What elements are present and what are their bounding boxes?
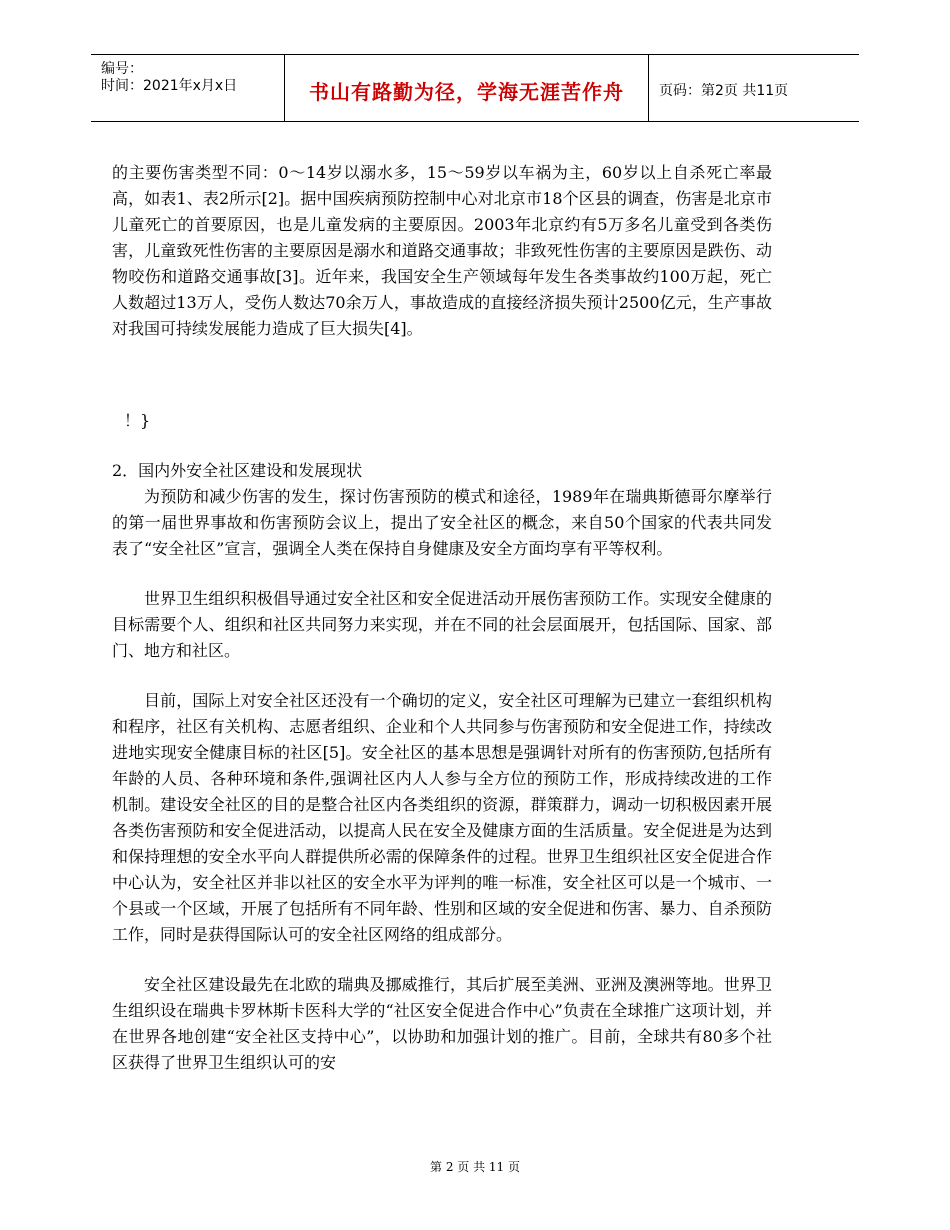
paragraph-definition: 目前，国际上对安全社区还没有一个确切的定义，安全社区可理解为已建立一套组织机构和程序，社区有关机构、志愿者组织、企业和个人共同参与伤害预防和安全促进工作，持续改进地实现安全健康目标的社区[5]。安全社区的基本思想是强调针对所有的伤害预防,包括所有年龄的人员、各种环境和条件,强调社区内人人参与全方位的预防工作，形成持续改进的工作机制。建设安全社区的目的是整合社区内各类组织的资源，群策群力，调动一切积极因素开展各类伤害预防和安全促进活动，以提高人民在安全及健康方面的生活质量。安全促进是为达到和保持理想的安全水平向人群提供所必需的保障条件的过程。世界卫生组织社区安全促进合作中心认为，安全社区并非以社区的安全水平为评判的唯一标准，安全社区可以是一个城市、一个县或一个区域，开展了包括所有不同年龄、性别和区域的安全促进和伤害、暴力、自杀预防工作，同时是获得国际认可的安全社区网络的组成部分。 xyxy=(112,691,772,944)
paragraph-safe-community-origin: 为预防和减少伤害的发生，探讨伤害预防的模式和途径，1989年在瑞典斯德哥尔摩举行的第一届世界事故和伤害预防会议上，提出了安全社区的概念，来自50个国家的代表共同发表了“安全社区”宣言，强调全人类在保持自身健康及安全方面均享有平等权利。 xyxy=(112,487,772,558)
paragraph-injury-types: 的主要伤害类型不同：0～14岁以溺水多，15～59岁以车祸为主，60岁以上自杀死亡率最高，如表1、表2所示[2]。据中国疾病预防控制中心对北京市18个区县的调查，伤害是北京市儿童死亡的首要原因，也是儿童发病的主要原因。2003年北京约有5万多名儿童受到各类伤害，儿童致死性伤害的主要原因是溺水和道路交通事故；非致死性伤害的主要原因是跌伤、动物咬伤和道路交通事故[3]。近年来，我国安全生产领域每年发生各类事故约100万起，死亡人数超过13万人，受伤人数达70余万人，事故造成的直接经济损失预计2500亿元，生产事故对我国可持续发展能力造成了巨大损失[4]。 xyxy=(112,163,772,338)
section-heading: 2．国内外安全社区建设和发展现状 xyxy=(112,461,363,480)
header-page-info: 页码：第2页 共11页 xyxy=(659,83,789,99)
page-header xyxy=(91,54,859,122)
paragraph-global-expansion: 安全社区建设最先在北欧的瑞典及挪威推行，其后扩展至美洲、亚洲及澳洲等地。世界卫生组织设在瑞典卡罗林斯卡医科大学的“社区安全促进合作中心”负责在全球推广这项计划，并在世界各地创建“安全社区支持中心”，以协助和加强计划的推广。目前，全球共有80多个社区获得了世界卫生组织认可的安 xyxy=(112,975,772,1072)
stray-mark: ！} xyxy=(124,411,151,430)
page-footer: 第 2 页 共 11 页 xyxy=(430,1160,520,1174)
document-body xyxy=(112,160,772,1076)
document-number-label: 编号： xyxy=(101,61,143,77)
header-motto: 书山有路勤为径，学海无涯苦作舟 xyxy=(309,80,624,104)
header-meta xyxy=(101,61,237,95)
document-time-label: 时间：2021年x月x日 xyxy=(101,78,238,94)
header-divider-right xyxy=(648,55,649,121)
paragraph-who-advocacy: 世界卫生组织积极倡导通过安全社区和安全促进活动开展伤害预防工作。实现安全健康的目标需要个人、组织和社区共同努力来实现，并在不同的社会层面展开，包括国际、国家、部门、地方和社区。 xyxy=(112,589,772,660)
